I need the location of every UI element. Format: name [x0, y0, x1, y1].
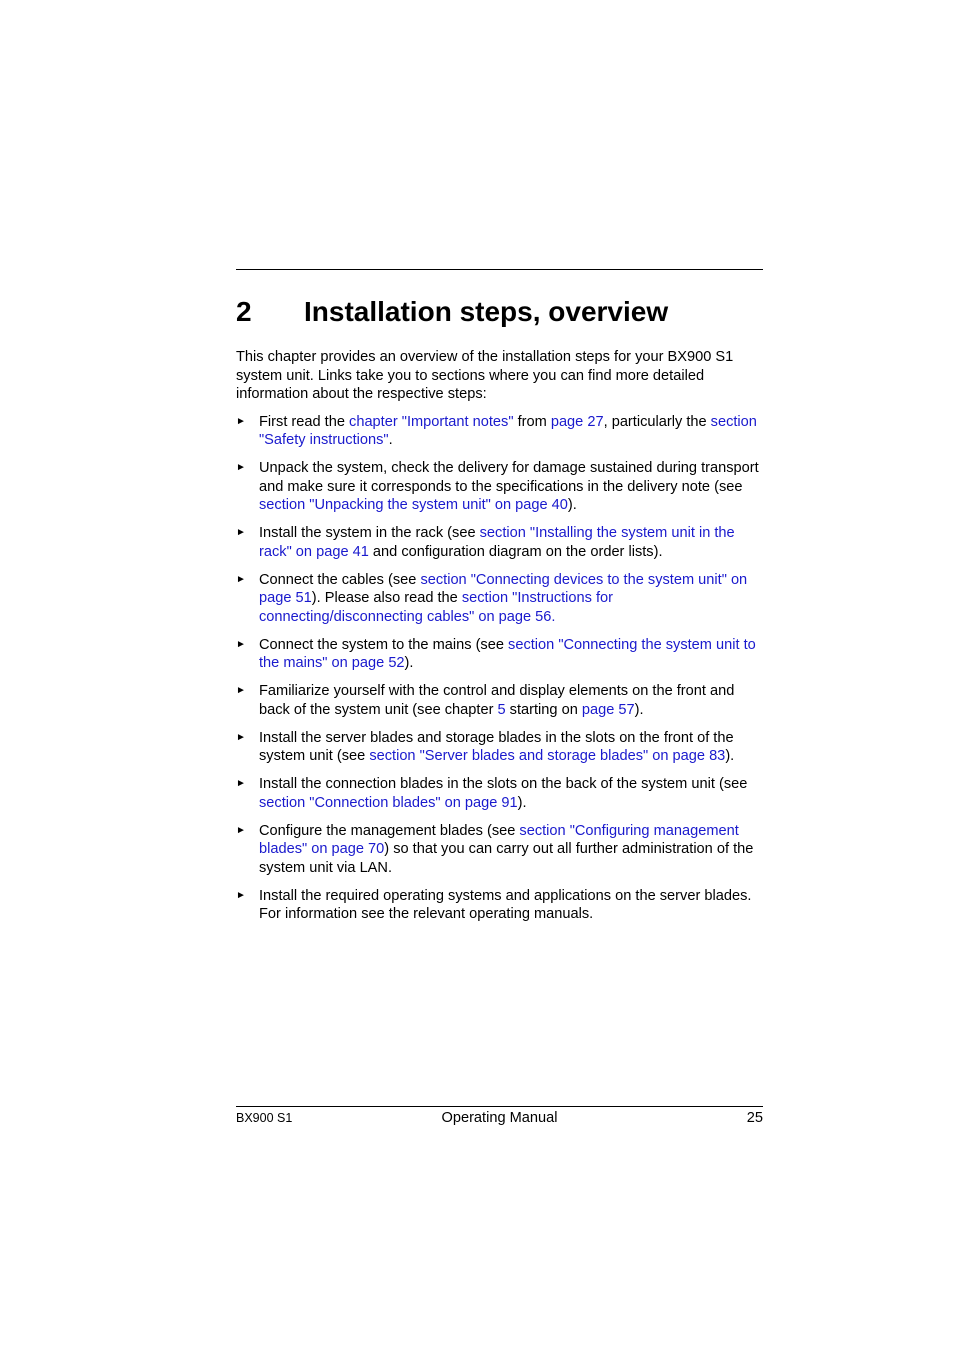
cross-reference-link[interactable]: page 27: [550, 413, 604, 430]
step-text: [259, 730, 734, 765]
installation-step: [236, 636, 763, 673]
installation-step: [236, 775, 763, 812]
page-footer: [236, 1108, 763, 1128]
cross-reference-link[interactable]: chapter "Important notes": [349, 413, 514, 430]
chapter-top-rule: [236, 269, 763, 270]
chapter-title: Installation steps, overview: [304, 296, 669, 327]
bullet-arrow-icon: ►: [236, 778, 246, 789]
cross-reference-link[interactable]: section "Safety instructions": [259, 413, 757, 448]
cross-reference-link[interactable]: section "Server blades and storage blades" on page 83: [369, 748, 726, 764]
step-text-segment: , particularly the: [603, 413, 711, 430]
chapter-number: 2: [236, 296, 252, 327]
cross-reference-link[interactable]: section "Connecting the system unit to the mains" on page 52: [259, 636, 756, 671]
step-text: [259, 683, 734, 718]
step-text-segment: ). Please also read the: [311, 590, 462, 606]
step-text-segment: ).: [634, 701, 644, 718]
cross-reference-link[interactable]: section "Connecting devices to the system unit" on page 51: [259, 571, 748, 606]
footer-product-name: BX900 S1: [236, 1111, 293, 1125]
installation-step: [236, 413, 763, 450]
step-text-segment: .: [388, 432, 393, 448]
cross-reference-link[interactable]: page 57: [581, 701, 635, 718]
bullet-arrow-icon: ►: [236, 731, 246, 743]
step-text-segment: Install the server blades and storage blades in the slots on the front of the system unit (see: [259, 729, 734, 764]
installation-step: [236, 887, 763, 924]
cross-reference-link[interactable]: section "Connection blades" on page 91: [259, 794, 518, 811]
step-text-segment: Unpack the system, check the delivery for damage sustained during transport and make sure it corresponds to the specifications in the delivery note (see: [259, 460, 759, 495]
step-text-segment: Connect the cables (see: [259, 571, 421, 588]
bullet-arrow-icon: ►: [236, 415, 246, 427]
footer-manual-title: Operating Manual: [441, 1110, 558, 1126]
installation-step: [236, 524, 763, 561]
bullet-arrow-icon: ►: [236, 889, 246, 901]
bullet-arrow-icon: ►: [236, 573, 246, 585]
bullet-arrow-icon: ►: [236, 685, 246, 696]
step-text-segment: starting on: [505, 701, 582, 718]
step-text: [259, 414, 757, 449]
installation-step: [236, 459, 763, 515]
step-text-segment: ) so that you can carry out all further administration of the system unit via LAN.: [259, 841, 754, 876]
bullet-arrow-icon: ►: [236, 527, 246, 538]
step-text: [259, 460, 759, 513]
installation-step: [236, 729, 763, 766]
step-text-segment: Install the connection blades in the slots on the back of the system unit (see: [259, 776, 748, 792]
bullet-arrow-icon: ►: [236, 638, 246, 650]
step-text-segment: and configuration diagram on the order lists).: [368, 543, 663, 560]
step-text: [259, 823, 753, 876]
step-text-segment: Configure the management blades (see: [259, 822, 520, 839]
step-text-segment: Connect the system to the mains (see: [259, 636, 509, 653]
step-text: [259, 525, 735, 560]
installation-steps-list: [236, 413, 763, 924]
chapter-heading: [236, 292, 763, 332]
intro-paragraph: This chapter provides an overview of the installation steps for your BX900 S1 system unit. Links take you to sections where you can find more detailed information about the respective steps:: [236, 349, 734, 402]
step-text: [259, 572, 747, 625]
step-text-segment: Install the system in the rack (see: [259, 525, 480, 541]
step-text-segment: from: [513, 413, 551, 430]
step-text: [259, 888, 751, 923]
step-text-segment: ).: [404, 655, 414, 671]
step-text-segment: Familiarize yourself with the control and display elements on the front and back of the system unit (see chapter: [259, 683, 735, 718]
footer-page-number: 25: [746, 1110, 763, 1126]
step-text: [259, 776, 747, 811]
chapter-content: [236, 348, 763, 933]
step-text-segment: ).: [567, 497, 577, 513]
installation-step: [236, 682, 763, 719]
step-text-segment: First read the: [259, 413, 350, 430]
bullet-arrow-icon: ►: [236, 462, 246, 473]
step-text-segment: Install the required operating systems and applications on the server blades. For information see the relevant operating manuals.: [259, 887, 752, 922]
cross-reference-link[interactable]: 5: [497, 701, 506, 718]
step-text-segment: ).: [725, 748, 735, 764]
bullet-arrow-icon: ►: [236, 824, 246, 836]
installation-step: [236, 822, 763, 878]
installation-step: [236, 571, 763, 627]
step-text-segment: ).: [517, 794, 527, 811]
step-text: [259, 637, 756, 672]
cross-reference-link[interactable]: section "Instructions for connecting/disconnecting cables" on page 56.: [259, 590, 614, 625]
cross-reference-link[interactable]: section "Installing the system unit in the rack" on page 41: [259, 525, 735, 560]
cross-reference-link[interactable]: section "Configuring management blades" on page 70: [259, 822, 739, 857]
cross-reference-link[interactable]: section "Unpacking the system unit" on page 40: [259, 497, 568, 513]
footer-rule: [236, 1106, 763, 1107]
